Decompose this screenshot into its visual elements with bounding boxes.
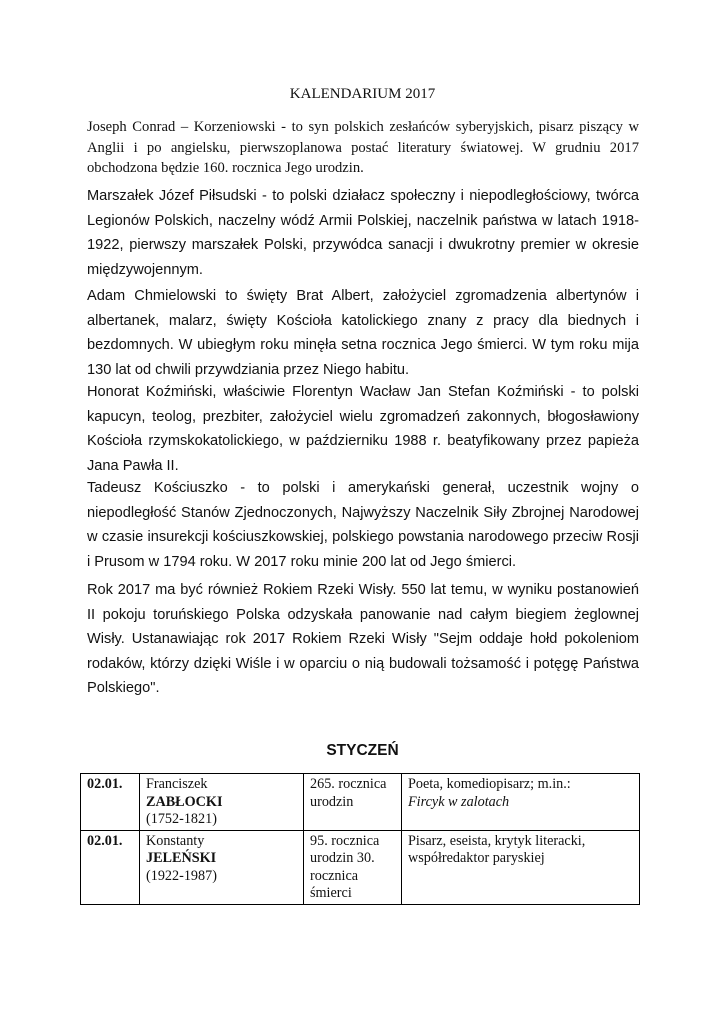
table-row: [81, 830, 640, 904]
description-text: Poeta, komediopisarz; m.in.:: [408, 776, 571, 792]
event-date: 02.01.: [81, 830, 140, 904]
paragraph-kosciuszko: Tadeusz Kościuszko - to polski i amerykański generał, uczestnik wojny o niepodległość Stanów Zjednoczonych, Najwyższy Naczelnik Siły Zbrojnej Narodowej w czasie insurekcji kościuszkowskiej, polskiego powstania narodowego przeciw Rosji i Prusom w 1794 roku. W 2017 roku minie 200 lat od Jego śmierci.: [87, 480, 639, 570]
person-first-name: Konstanty: [146, 832, 205, 849]
paragraph-kozminski: Honorat Koźmiński, właściwie Florentyn Wacław Jan Stefan Koźmiński - to polski kapucyn, teolog, prezbiter, założyciel wielu zgromadzeń zakonnych, błogosławiony Kościoła rzymskokatolickiego, w październiku 1988 r. beatyfikowany przez papieża Jana Pawła II.: [87, 384, 639, 474]
events-table: [80, 773, 640, 905]
paragraph-pilsudski: Marszałek Józef Piłsudski - to polski działacz społeczny i niepodległościowy, twórca Legionów Polskich, naczelny wódź Armii Polskiej, naczelnik państwa w latach 1918-1922, pierwszy marszałek Polski, przywódca sanacji i dwukrotny premier w okresie międzywojennym.: [87, 188, 639, 278]
event-description: [402, 774, 640, 831]
paragraph-wisla: Rok 2017 ma być również Rokiem Rzeki Wisły. 550 lat temu, w wyniku postanowień II pokoju toruńskiego Polska odzyskała panowanie nad całym biegiem żeglownej Wisły. Ustanawiając rok 2017 Rokiem Rzeki Wisły "Sejm oddaje hołd pokoleniom rodaków, którzy dzięki Wiśle i w oparciu o nią budowali tożsamość i potęgę Państwa Polskiego".: [87, 582, 639, 696]
person-years: (1752-1821): [146, 811, 217, 827]
event-person: [140, 774, 304, 831]
table-row: [81, 774, 640, 831]
paragraph-chmielowski: Adam Chmielowski to święty Brat Albert, założyciel zgromadzenia albertynów i albertanek, malarz, święty Kościoła katolickiego znany z pracy dla biednych i bezdomnych. W ubiegłym roku minęła setna rocznica Jego śmierci. W tym roku mija 130 lat od chwili przywdziania przez Niego habitu.: [87, 288, 639, 378]
page-title: KALENDARIUM 2017: [289, 86, 436, 102]
description-text: Pisarz, eseista, krytyk literacki, współredaktor paryskiej: [408, 832, 586, 866]
person-surname: ZABŁOCKI: [146, 793, 223, 810]
work-title: Fircyk w zalotach: [408, 793, 510, 810]
event-anniversary: 265. rocznica urodzin: [304, 774, 402, 831]
event-date: 02.01.: [81, 774, 140, 831]
month-heading: STYCZEŃ: [326, 742, 399, 759]
event-anniversary: 95. rocznica urodzin 30. rocznica śmierci: [304, 830, 402, 904]
person-first-name: Franciszek: [146, 776, 208, 792]
person-surname: JELEŃSKI: [146, 850, 217, 866]
event-person: [140, 830, 304, 904]
person-years: (1922-1987): [146, 867, 217, 884]
event-description: [402, 830, 640, 904]
intro-paragraph: Joseph Conrad – Korzeniowski - to syn polskich zesłańców syberyjskich, pisarz piszący w Anglii i po angielsku, pierwszoplanowa postać literatury światowej. W grudniu 2017 obchodzona będzie 160. rocznica Jego urodzin.: [87, 119, 639, 176]
